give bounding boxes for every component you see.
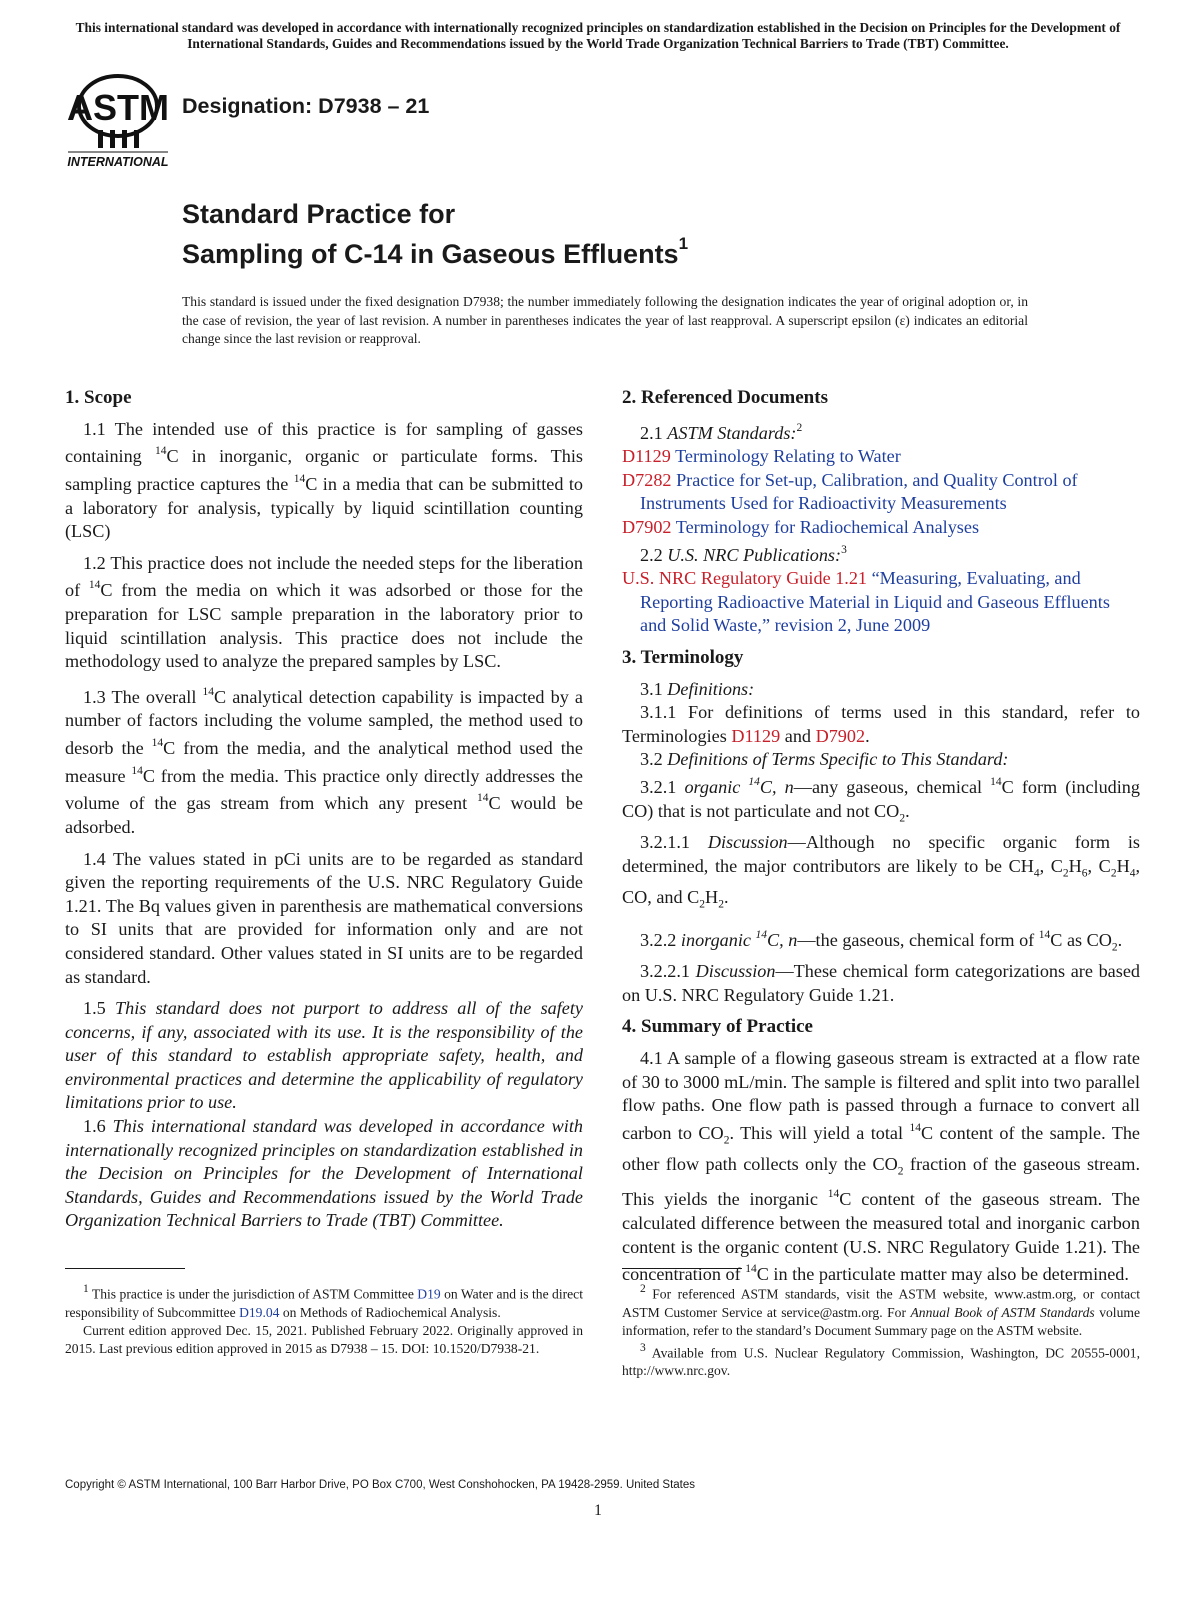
- term-3-2-2-1: 3.2.2.1 Discussion—These chemical form categorizations are based on U.S. NRC Regulatory Guide 1.21.: [622, 961, 1140, 1005]
- paragraph-1-2: 1.2 This practice does not include the needed steps for the liberation of $^{14}$C from the media on which it was adsorbed or those for the preparation for LSC sample preparation in the laboratory prior to liquid scintillation analysis. This practice does not include the methodology used to analyze the prepared samples by LSC.: [65, 552, 583, 672]
- paragraph-4-1: 4.1 A sample of a flowing gaseous stream is extracted at a flow rate of 30 to 3000 mL/min. The sample is filtered and split into two parallel flow paths. One flow path is passed through a furnace to convert all carbon to $CO_2$. This will yield a total $^{14}$C content of the sample. The other flow path collects only the $CO_2$ fraction of the gaseous stream. This yields the inorganic $^{14}$C content of the gaseous stream. The calculated difference between the measured total and inorganic carbon content is the organic content (U.S. NRC Regulatory Guide 1.21). The concentration of $^{14}$C in the particulate matter may also be determined.: [622, 1048, 1140, 1285]
- section-heading-terminology: 3. Terminology: [622, 647, 744, 669]
- issue-note: This standard is issued under the fixed designation D7938; the number immediately following the designation indicates the year of original adoption or, in the case of revision, the year of last revision. A number in parentheses indicates the year of last reapproval. A superscript epsilon (ε) indicates an editorial change since the last revision or reapproval.: [182, 294, 1028, 347]
- section-heading-referenced-documents: 2. Referenced Documents: [622, 387, 828, 408]
- nrc-publications-label: 2.2 U.S. NRC Publications:$^3$: [640, 543, 847, 565]
- tbt-notice: This international standard was developed in accordance with internationally recognized principles on standardization established in the Decision on Principles for the Development of International Standards, Guides and Recommendations issued by the World Trade Organization Technical Barriers to Trade (TBT) Committee.: [75, 20, 1121, 51]
- right-column: [622, 386, 1140, 1295]
- term-3-2-2: 3.2.2 inorganic $^{14}$C, n—the gaseous, chemical form of $^{14}$C as $CO_2$.: [640, 928, 1123, 954]
- document-title: [182, 198, 688, 271]
- astm-logo: [66, 72, 170, 170]
- reference-d1129[interactable]: D1129 Terminology Relating to Water: [622, 446, 901, 467]
- term-3-1: 3.1 Definitions:: [640, 678, 755, 699]
- edition-note: Current edition approved Dec. 15, 2021. Published February 2022. Originally approved in 2015. Last previous edition approved in 2015 as D7938 – 15. DOI: 10.1520/D7938-21.: [65, 1322, 583, 1356]
- inline-ref-d1129[interactable]: D1129: [731, 725, 781, 746]
- title-line-2: Sampling of C-14 in Gaseous Effluents$^1$: [182, 234, 689, 269]
- title-footnote-mark: 1: [678, 234, 689, 253]
- footnote-1: $^1$ This practice is under the jurisdiction of ASTM Committee D19 on Water and is the direct responsibility of Subcommittee D19.04 on Methods of Radiochemical Analysis.: [65, 1283, 583, 1320]
- reference-d7902[interactable]: D7902 Terminology for Radiochemical Analyses: [622, 517, 980, 538]
- paragraph-1-4: 1.4 The values stated in pCi units are to be regarded as standard given the reporting requirements of the U.S. NRC Regulatory Guide 1.21. The Bq values given in parenthesis are mathematical conversions to SI units that are provided for information only and are not considered standard. Other values stated in SI units are to be regarded as standard.: [65, 848, 583, 987]
- reference-nrc-guide[interactable]: U.S. NRC Regulatory Guide 1.21 “Measuring, Evaluating, and Reporting Radioactive Material in Liquid and Gaseous Effluents and Solid Waste,” revision 2, June 2009: [622, 568, 1110, 636]
- section-heading-scope: 1. Scope: [65, 387, 132, 408]
- reference-d7282[interactable]: D7282 Practice for Set-up, Calibration, and Quality Control of Instruments Used for Radioactivity Measurements: [622, 469, 1078, 514]
- copyright: Copyright © ASTM International, 100 Barr Harbor Drive, PO Box C700, West Conshohocken, PA 19428-2959. United States: [65, 1479, 696, 1491]
- paragraph-1-1: 1.1 The intended use of this practice is for sampling of gasses containing $^{14}$C in inorganic, organic or particulate forms. This sampling practice captures the $^{14}$C in a media that can be submitted to a laboratory for analysis, typically by liquid scintillation counting (LSC): [65, 418, 583, 542]
- footnote-rule: [65, 1268, 185, 1269]
- inline-ref-d7902[interactable]: D7902: [815, 725, 866, 746]
- designation: Designation: D7938 – 21: [182, 94, 430, 118]
- page-number: 1: [594, 1502, 602, 1519]
- footnote-rule: [622, 1268, 742, 1269]
- footnotes-right: [622, 1268, 1140, 1380]
- paragraph-1-5: 1.5 This standard does not purport to address all of the safety concerns, if any, associated with its use. It is the responsibility of the user of this standard to establish appropriate safety, health, and environmental practices and determine the applicability of regulatory limitations prior to use.: [65, 998, 583, 1113]
- footnote-2: $^2$ For referenced ASTM standards, visit the ASTM website, www.astm.org, or contact ASTM Customer Service at service@astm.org. For Annual Book of ASTM Standards volume information, refer to the standard’s Document Summary page on the ASTM website.: [622, 1283, 1140, 1338]
- footnote-3: $^3$ Available from U.S. Nuclear Regulatory Commission, Washington, DC 20555-0001, http://www.nrc.gov.: [622, 1341, 1140, 1379]
- astm-standards-label: 2.1 ASTM Standards:$^2$: [640, 421, 803, 443]
- footnotes-left: [65, 1268, 583, 1358]
- committee-d19-link[interactable]: D19: [417, 1286, 441, 1302]
- svg-text:INTERNATIONAL: INTERNATIONAL: [67, 155, 169, 169]
- section-heading-summary: 4. Summary of Practice: [622, 1016, 813, 1038]
- paragraph-1-6: 1.6 This international standard was developed in accordance with internationally recognized principles on standardization established in the Decision on Principles for the Development of International Standards, Guides and Recommendations issued by the World Trade Organization Technical Barriers to Trade (TBT) Committee.: [65, 1116, 584, 1231]
- term-3-2-1: 3.2.1 organic $^{14}$C, n—any gaseous, chemical $^{14}$C form (including CO) that is not particulate and not $CO_2$.: [622, 776, 1140, 825]
- left-column: [65, 386, 583, 1241]
- title-line-1: Standard Practice for: [182, 199, 456, 229]
- subcommittee-d19-04-link[interactable]: D19.04: [239, 1304, 280, 1320]
- term-3-2-1-1: 3.2.1.1 Discussion—Although no specific organic form is determined, the major contributors are likely to be $CH_4$, $C_2H_6$, $C_2H_4$, CO, and $C_2H_2$.: [622, 831, 1141, 911]
- term-3-1-1: 3.1.1 For definitions of terms used in this standard, refer to Terminologies D1129 and D7902.: [622, 702, 1140, 746]
- term-3-2: 3.2 Definitions of Terms Specific to This Standard:: [640, 749, 1009, 770]
- svg-text:ASTM: ASTM: [67, 87, 169, 128]
- paragraph-1-3: 1.3 The overall $^{14}$C analytical detection capability is impacted by a number of factors including the volume sampled, the method used to desorb the $^{14}$C from the media, and the analytical method used the measure $^{14}$C from the media. This practice only directly addresses the volume of the gas stream from which any present $^{14}$C would be adsorbed.: [65, 685, 584, 837]
